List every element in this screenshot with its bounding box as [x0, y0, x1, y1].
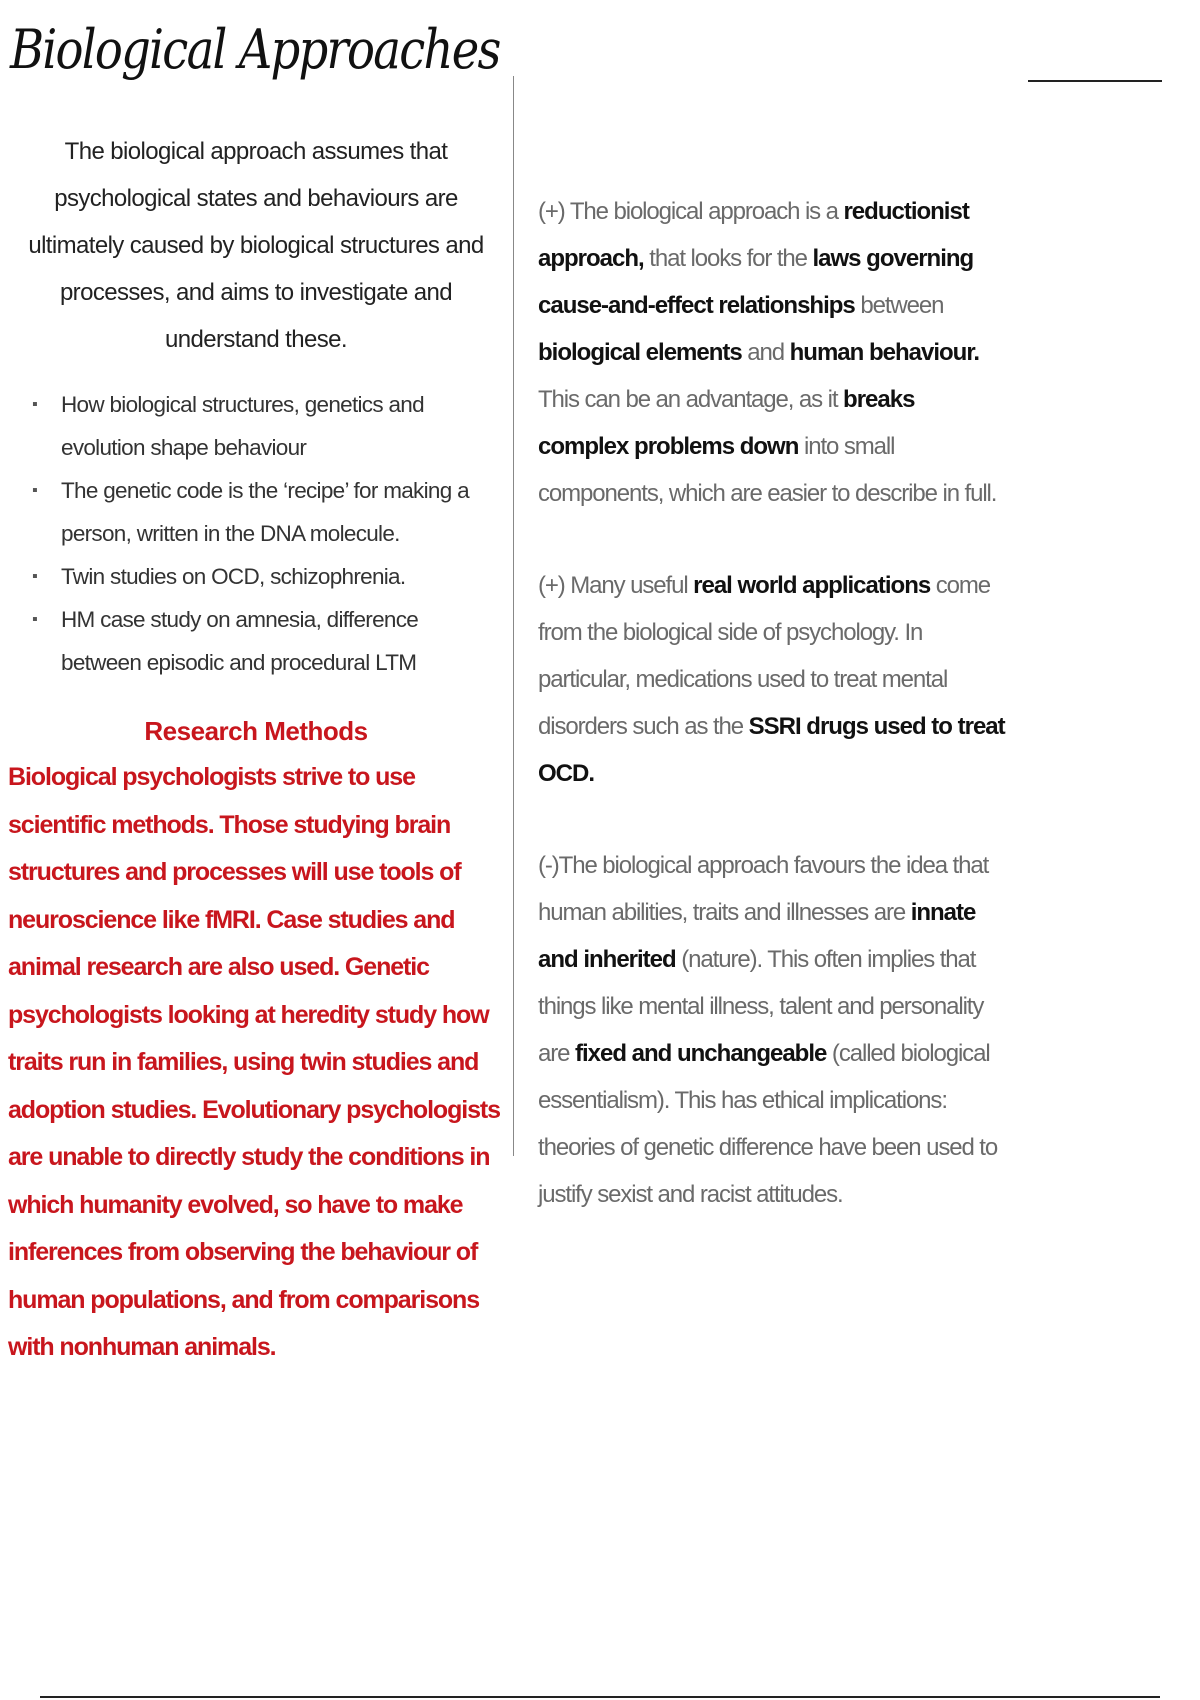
evaluation-text: (nature). This often implies that things like mental illness, talent and personality are — [538, 946, 984, 1067]
evaluation-text: between — [854, 292, 944, 319]
evaluation-text: (+) The biological approach is a — [538, 198, 844, 225]
evaluation-text: and — [741, 339, 790, 366]
evaluation-keyword: biological elements — [538, 339, 742, 366]
evaluation-point — [538, 562, 1008, 797]
left-column — [8, 128, 504, 1372]
evaluation-keyword: reductionist approach, — [538, 198, 969, 272]
bullet-item — [8, 598, 504, 684]
evaluation-text: come from the biological side of psychology. In particular, medications used to treat mental disorders such as the — [538, 572, 991, 740]
evaluation-point — [538, 842, 1008, 1218]
evaluation-keyword: fixed and unchangeable — [574, 1040, 827, 1067]
evaluation-text: that looks for the — [643, 245, 813, 272]
evaluation-keyword: SSRI drugs used to treat OCD. — [538, 713, 1005, 787]
bullet-marker: ▪ — [32, 611, 37, 628]
page-title: Biological Approaches — [10, 18, 500, 81]
bullet-item — [8, 469, 504, 555]
evaluation-keyword: innate and inherited — [538, 899, 976, 973]
research-methods-heading: Research Methods — [144, 716, 368, 746]
bullet-text: Twin studies on OCD, schizophrenia. — [61, 564, 406, 589]
evaluation-text: This can be an advantage, as it — [538, 386, 844, 413]
bullet-item — [8, 555, 504, 598]
right-column — [538, 188, 1008, 1263]
bottom-rule — [40, 1696, 1160, 1698]
intro-paragraph: The biological approach assumes that psychological states and behaviours are ultimately caused by biological structures and processes, and aims to investigate and understand these. — [28, 138, 484, 353]
bullet-marker: ▪ — [32, 396, 37, 413]
evaluation-keyword: laws governing cause-and-effect relationships — [538, 245, 974, 319]
bullet-text: The genetic code is the ‘recipe’ for making a person, written in the DNA molecule. — [61, 478, 469, 546]
bullet-item — [8, 383, 504, 469]
evaluation-text: (called biological essentialism). This has ethical implications: theories of genetic difference have been used to justify sexist and racist attitudes. — [538, 1040, 998, 1208]
column-divider — [513, 76, 514, 1156]
evaluation-text: (-)The biological approach favours the idea that human abilities, traits and illnesses are — [538, 852, 989, 926]
bullet-marker: ▪ — [32, 482, 37, 499]
evaluation-text: into small components, which are easier to describe in full. — [538, 433, 997, 507]
bullet-text: HM case study on amnesia, difference between episodic and procedural LTM — [61, 607, 419, 675]
research-methods-body: Biological psychologists strive to use scientific methods. Those studying brain structures and processes will use tools of neuroscience like fMRI. Case studies and animal research are also used. Genetic psychologists looking at heredity study how traits run in families, using twin studies and adoption studies. Evolutionary psychologists are unable to directly study the conditions in which humanity evolved, so have to make inferences from observing the behaviour of human populations, and from comparisons with nonhuman animals. — [8, 763, 500, 1361]
top-rule — [1028, 80, 1162, 82]
evaluation-keyword: real world applications — [693, 572, 931, 599]
evaluation-text: (+) Many useful — [538, 572, 694, 599]
evaluation-point — [538, 188, 1008, 517]
evaluation-keyword: breaks complex problems down — [538, 386, 915, 460]
bullet-list — [8, 383, 504, 684]
bullet-text: How biological structures, genetics and evolution shape behaviour — [61, 392, 424, 460]
evaluation-keyword: human behaviour. — [789, 339, 979, 366]
bullet-marker: ▪ — [32, 568, 37, 585]
